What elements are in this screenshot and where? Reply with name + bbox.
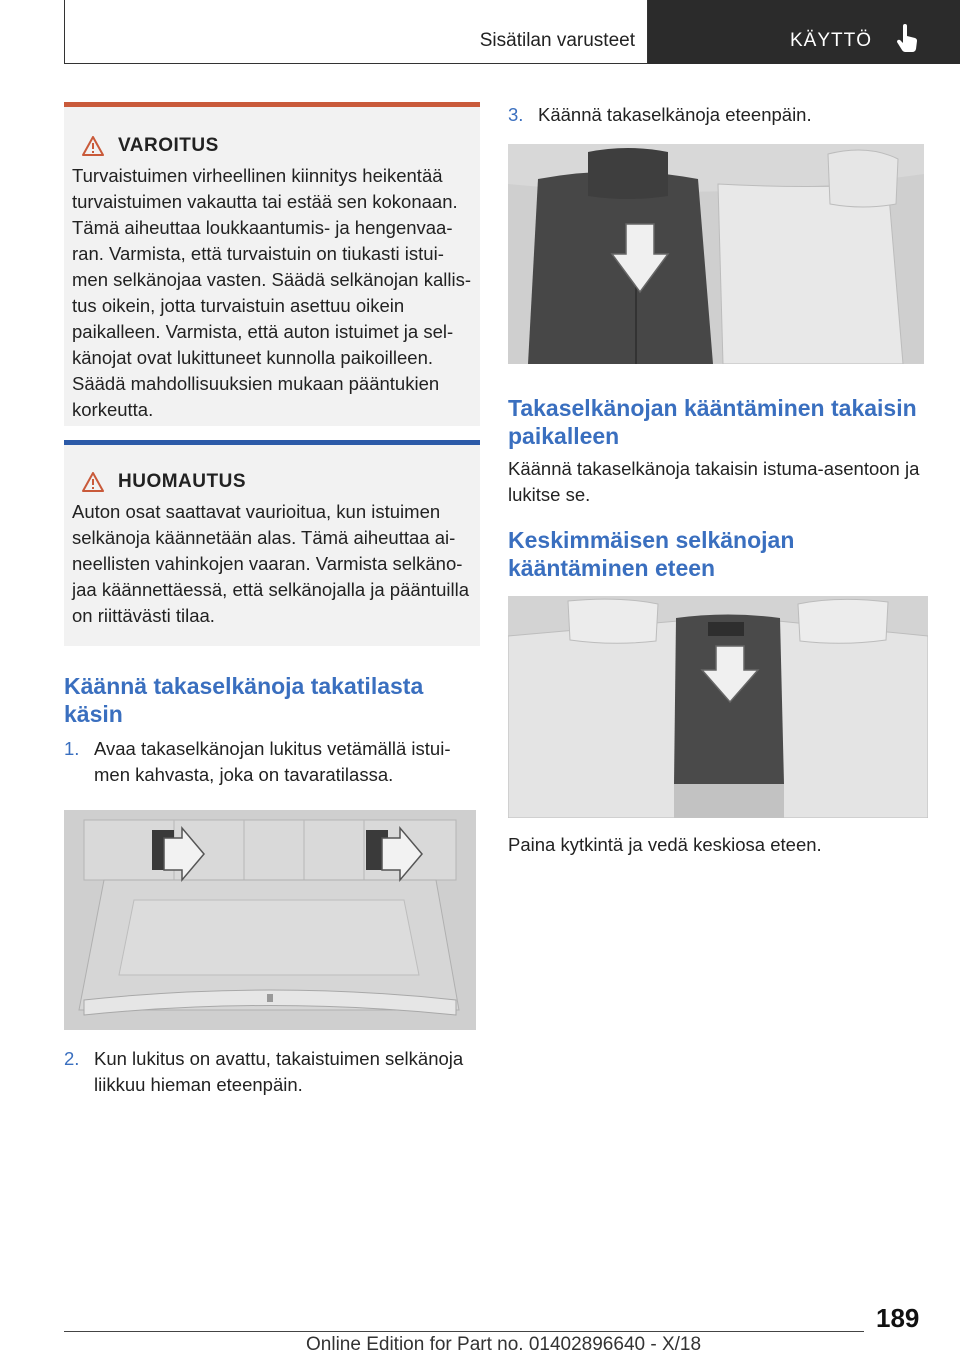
center-backrest-illustration [508, 596, 928, 818]
heading-fold-from-trunk: Käännä takaselkänoja takatilasta käsin [64, 673, 424, 727]
step-2 [64, 1046, 480, 1098]
chapter-tab [648, 0, 960, 64]
notice-box [64, 440, 480, 646]
warning-text: Turvaistuimen virheellinen kiinnitys heikentää turvaistuimen vakautta tai estää sen kokonaan. Tämä aiheuttaa loukkaantumis- ja hengenvaaran. Varmista, että turvaistuin on tiukasti istuimen selkänojaa vasten. Säädä selkänojan kallistus oikein, jotta turvaistuin asettuu oikein paikalleen. Varmista, että auton istuimet ja selkänojat ovat lukittuneet kunnolla paikoilleen. Säädä mahdollisuuksien mukaan pääntukien korkeutta. [72, 165, 472, 420]
chapter-title: KÄYTTÖ [790, 30, 873, 51]
warning-triangle-icon [82, 136, 104, 156]
heading-center-backrest: Keskimmäisen selkänojan kääntäminen eteen [508, 527, 795, 581]
step-number: 3. [508, 104, 524, 125]
notice-text: Auton osat saattavat vaurioitua, kun istuimen selkänoja käännetään alas. Tämä aiheuttaa aineellisten vahinkojen vaaran. Varmista selkänojaa käännettäessä, että selkänojalla ja pääntuilla on riittävästi tilaa. [72, 501, 470, 626]
paragraph-fold-back: Käännä takaselkänoja takaisin istuma-asentoon ja lukitse se. [508, 458, 920, 505]
step-number: 1. [64, 738, 80, 759]
footer-divider [64, 1331, 864, 1332]
seatback-fold-illustration [508, 144, 924, 364]
left-column [64, 102, 480, 1098]
step-text: Avaa takaselkänojan lukitus vetämällä istuimen kahvasta, joka on tavaratilassa. [94, 738, 451, 785]
pointing-hand-icon [894, 24, 920, 54]
page-number: 189 [876, 1303, 920, 1333]
step-text: Kun lukitus on avattu, takaistuimen selkänoja liikkuu hieman eteenpäin. [94, 1048, 464, 1095]
center-backrest-drawing [508, 596, 928, 818]
step-3 [508, 102, 928, 128]
paragraph-center-backrest: Paina kytkintä ja vedä keskiosa eteen. [508, 834, 822, 855]
step-number: 2. [64, 1048, 80, 1069]
footer-edition: Online Edition for Part no. 01402896640 - X/18 [306, 1334, 702, 1355]
heading-fold-back: Takaselkänojan kääntäminen takaisin paikalleen [508, 395, 917, 449]
step-text: Käännä takaselkänoja eteenpäin. [538, 104, 812, 125]
seatback-drawing [508, 144, 924, 364]
warning-title: VAROITUS [118, 135, 219, 156]
header-section-box [64, 0, 648, 64]
warning-triangle-icon [82, 472, 104, 492]
warning-box [64, 102, 480, 426]
right-column [508, 102, 928, 858]
notice-title: HUOMAUTUS [118, 471, 246, 492]
trunk-drawing [64, 810, 476, 1030]
step-1 [64, 736, 480, 788]
section-title: Sisätilan varusteet [479, 30, 635, 51]
trunk-illustration [64, 810, 476, 1030]
